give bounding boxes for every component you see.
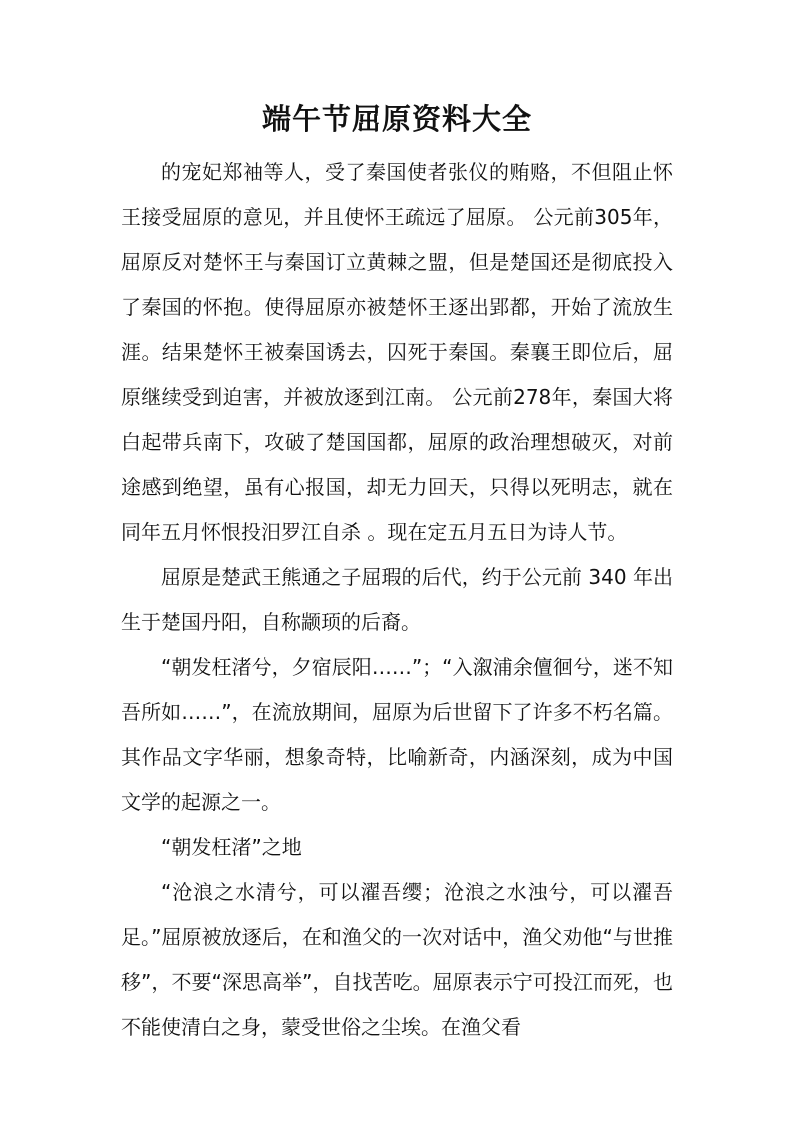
section-heading-paragraph: “朝发枉渚”之地	[161, 835, 302, 859]
body-paragraph-5: “沧浪之水清兮，可以濯吾缨；沧浪之水浊兮，可以濯吾足。”屈原被放逐后，在和渔父的一次对话中，渔父劝他“与世推移”，不要“深思高举”，自找苦吃。屈原表示宁可投江而死，也不能使清白之身，蒙受世俗之尘埃。在渔父看	[121, 880, 673, 1039]
body-paragraph-2: 屈原是楚武王熊通之子屈瑕的后代，约于公元前 340 年出生于楚国丹阳，自称颛顼的后裔。	[121, 565, 673, 634]
body-paragraph-3: “朝发枉渚兮，夕宿辰阳……”；“入溆浦余儃徊兮，迷不知吾所如……”，在流放期间，屈原为后世留下了许多不朽名篇。其作品文字华丽，想象奇特，比喻新奇，内涵深刻，成为中国文学的起源之一。	[121, 655, 673, 814]
document-body	[121, 150, 673, 1050]
document-title: 端午节屈原资料大全	[261, 102, 532, 136]
body-paragraph-1: 的宠妃郑袖等人，受了秦国使者张仪的贿赂，不但阻止怀王接受屈原的意见，并且使怀王疏远了屈原。 公元前305年，屈原反对楚怀王与秦国订立黄棘之盟，但是楚国还是彻底投入了秦国的怀抱。使得屈原亦被楚怀王逐出郢都，开始了流放生涯。结果楚怀王被秦国诱去，囚死于秦国。秦襄王即位后，屈原继续受到迫害，并被放逐到江南。 公元前278年，秦国大将白起带兵南下，攻破了楚国国都，屈原的政治理想破灭，对前途感到绝望，虽有心报国，却无力回天，只得以死明志，就在同年五月怀恨投汨罗江自杀 。现在定五月五日为诗人节。	[121, 160, 673, 544]
